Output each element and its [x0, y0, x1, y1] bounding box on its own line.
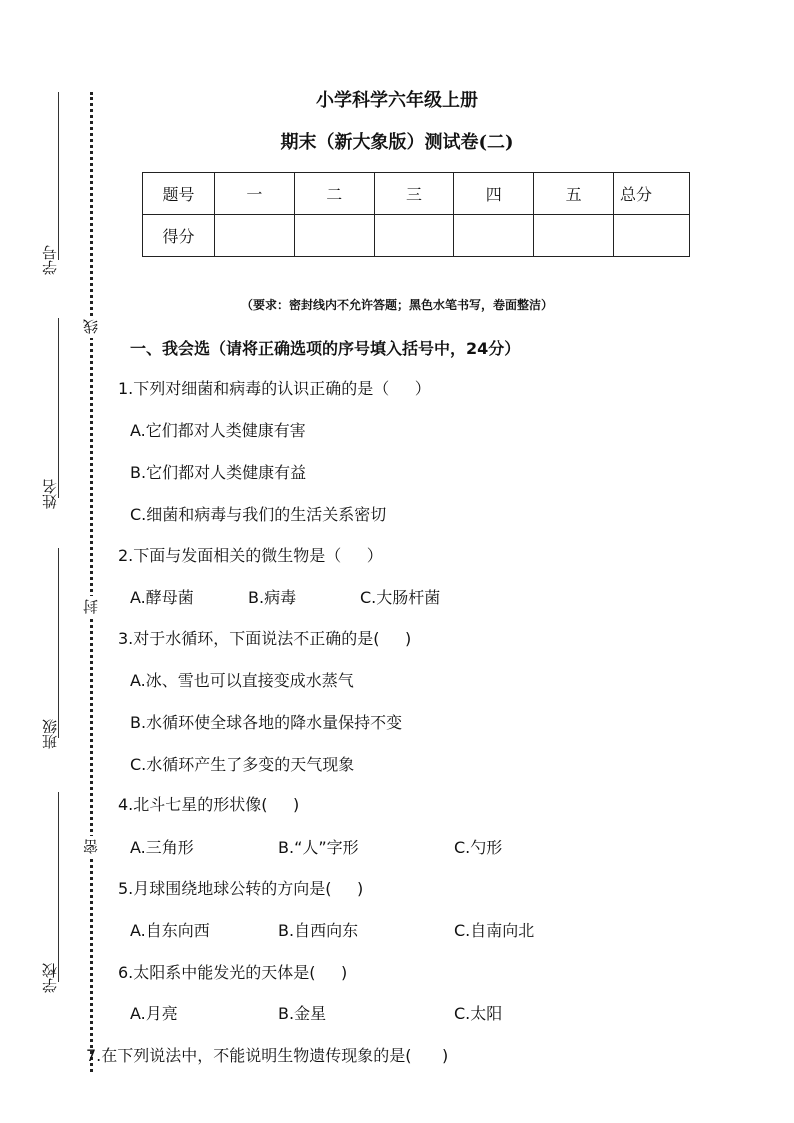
- q6-option-a: A.月亮: [130, 1004, 178, 1023]
- name-line: [58, 318, 59, 498]
- score-blank-4: [454, 215, 534, 257]
- score-cell-part5: 五: [534, 173, 614, 215]
- score-cell-part3: 三: [374, 173, 454, 215]
- q6-option-c: C.太阳: [454, 1004, 503, 1023]
- q4-option-a: A.三角形: [130, 838, 194, 857]
- score-blank-1: [215, 215, 295, 257]
- exam-subtitle: 期末（新大象版）测试卷(二): [280, 132, 514, 153]
- binding-margin: [0, 0, 110, 1123]
- seal-dotted-line: [90, 92, 93, 1072]
- score-blank-5: [534, 215, 614, 257]
- q1-option-c: C.细菌和病毒与我们的生活关系密切: [130, 505, 387, 524]
- q1-option-b: B.它们都对人类健康有益: [130, 463, 307, 482]
- q2-option-a: A.酵母菌: [130, 588, 194, 607]
- score-table-header-row: [143, 173, 690, 215]
- exam-notice: （要求：密封线内不允许答题；黑色水笔书写，卷面整洁）: [240, 298, 553, 312]
- q5-option-c: C.自南向北: [454, 921, 535, 940]
- q2-option-b: B.病毒: [248, 588, 297, 607]
- score-blank-3: [374, 215, 454, 257]
- q2-option-c: C.大肠杆菌: [360, 588, 441, 607]
- score-cell-part4: 四: [454, 173, 534, 215]
- seal-char-xian: 线: [80, 316, 102, 338]
- score-cell-part1: 一: [215, 173, 295, 215]
- q5-option-b: B.自西向东: [278, 921, 359, 940]
- q3-option-b: B.水循环使全球各地的降水量保持不变: [130, 713, 403, 732]
- section-1-heading: 一、我会选（请将正确选项的序号填入括号中，24分）: [130, 339, 521, 358]
- name-label: 姓名: [41, 479, 59, 509]
- score-cell-part2: 二: [294, 173, 374, 215]
- seal-char-feng: 封: [80, 596, 102, 618]
- score-blank-total: [614, 215, 690, 257]
- score-blank-2: [294, 215, 374, 257]
- class-line: [58, 548, 59, 738]
- question-4: 4.北斗七星的形状像( ): [118, 795, 300, 814]
- q3-option-c: C.水循环产生了多变的天气现象: [130, 755, 355, 774]
- q1-option-a: A.它们都对人类健康有害: [130, 421, 306, 440]
- score-cell-header: 题号: [143, 173, 215, 215]
- question-3: 3.对于水循环，下面说法不正确的是( ): [118, 629, 412, 648]
- school-label: 学校: [41, 963, 59, 993]
- exam-title: 小学科学六年级上册: [316, 90, 478, 111]
- q4-option-c: C.勺形: [454, 838, 503, 857]
- student-id-label: 学号: [41, 245, 59, 275]
- seal-char-mi: 密: [80, 836, 102, 858]
- q4-option-b: B.“人”字形: [278, 838, 359, 857]
- score-table-score-row: [143, 215, 690, 257]
- class-label: 班级: [41, 719, 59, 749]
- question-5: 5.月球围绕地球公转的方向是( ): [118, 879, 364, 898]
- question-6: 6.太阳系中能发光的天体是( ): [118, 963, 348, 982]
- school-line: [58, 792, 59, 982]
- score-table: [142, 172, 690, 257]
- question-2: 2.下面与发面相关的微生物是（ ）: [118, 546, 383, 565]
- score-row-label: 得分: [143, 215, 215, 257]
- q6-option-b: B.金星: [278, 1004, 327, 1023]
- student-id-line: [58, 92, 59, 260]
- q5-option-a: A.自东向西: [130, 921, 210, 940]
- q3-option-a: A.冰、雪也可以直接变成水蒸气: [130, 671, 354, 690]
- question-1: 1.下列对细菌和病毒的认识正确的是（ ）: [118, 379, 431, 398]
- score-cell-total: 总分: [614, 173, 690, 215]
- question-7: 7.在下列说法中，不能说明生物遗传现象的是( ): [86, 1046, 449, 1065]
